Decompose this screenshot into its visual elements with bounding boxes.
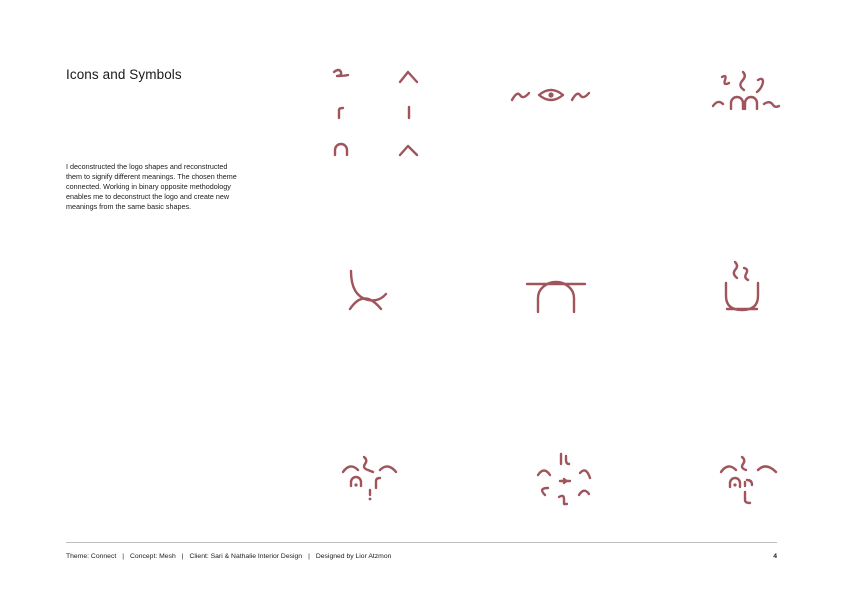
wave-eye-wave-icon (508, 84, 594, 106)
scattered-symbols-icon (533, 450, 595, 508)
face-symbol-two-icon (716, 452, 782, 508)
steaming-cup-icon (718, 259, 770, 315)
footer-theme: Theme: Connect (66, 553, 117, 560)
face-symbol-one-icon (338, 452, 404, 504)
page-number: 4 (773, 553, 777, 560)
footer-separator: | (181, 553, 184, 560)
footer-designer: Designed by Lior Atzmon (315, 553, 392, 560)
steam-over-arches-icon (708, 68, 782, 112)
footer-separator: | (122, 553, 125, 560)
table-arch-icon (523, 276, 589, 316)
footer-client: Client: Sari & Nathalie Interior Design (189, 553, 303, 560)
footer (66, 553, 391, 560)
description-paragraph: I deconstructed the logo shapes and reconstructed them to signify different meanings. The chosen theme connected. Working in binary opposite methodology enables me to deconstruct the logo and create new meanings from the same basic shapes. (66, 162, 237, 211)
logo-shapes-grid-icon (330, 66, 422, 160)
footer-divider (66, 542, 777, 543)
page-title: Icons and Symbols (66, 67, 182, 82)
crossed-chair-icon (344, 268, 390, 314)
footer-concept: Concept: Mesh (130, 553, 176, 560)
footer-separator: | (308, 553, 310, 560)
